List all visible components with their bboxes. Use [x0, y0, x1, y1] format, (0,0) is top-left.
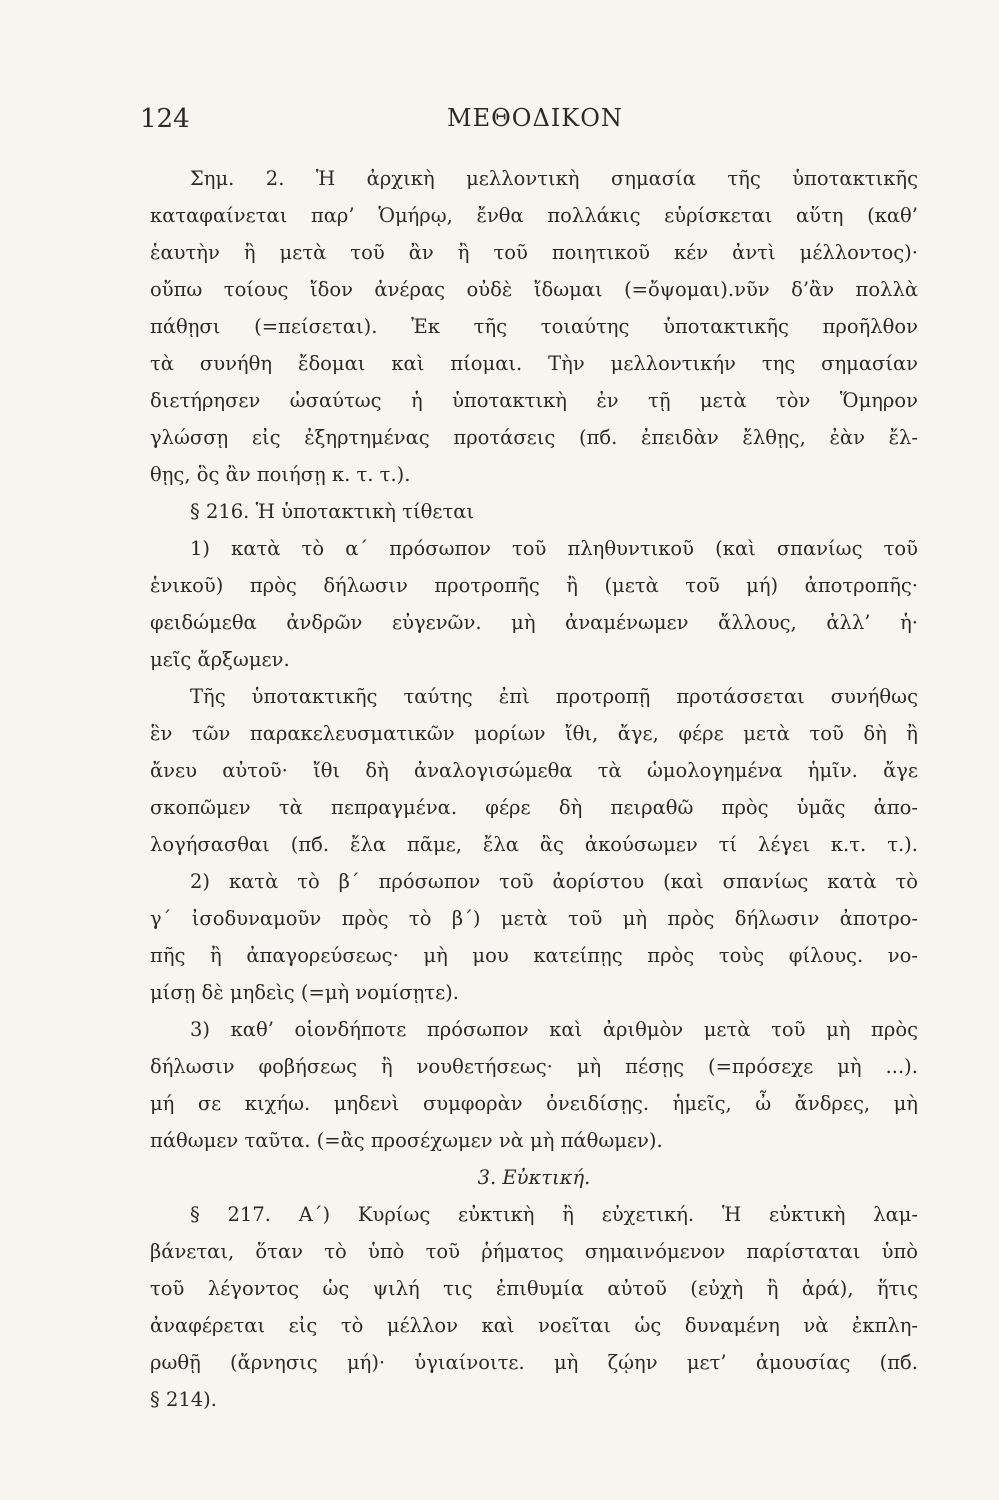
text-line: 2) κατὰ τὸ β΄ πρόσωπον τοῦ ἀορίστου (καὶ σπανίως κατὰ τὸ — [190, 870, 918, 893]
section-heading: 3. Εὐκτική. — [477, 1166, 591, 1189]
text-line: πῆς ἢ ἀπαγορεύσεως· μὴ μου κατείπῃς πρὸς τοὺς φίλους. νο- — [150, 944, 918, 967]
text-line: φειδώμεθα ἀνδρῶν εὐγενῶν. μὴ ἀναμένωμεν ἄλλους, ἀλλ’ ἡ· — [150, 611, 918, 634]
page-number: 124 — [140, 104, 190, 134]
section-line: § 216. Ἡ ὑποτακτικὴ τίθεται — [190, 500, 475, 523]
text-line: δήλωσιν φοβήσεως ἢ νουθετήσεως· μὴ πέσῃς (=πρόσεχε μὴ ...). — [150, 1055, 918, 1078]
text-line: ἄνευ αὐτοῦ· ἴθι δὴ ἀναλογισώμεθα τὰ ὡμολογημένα ἡμῖν. ἄγε — [150, 759, 918, 782]
text-line: ρωθῇ (ἄρνησις μή)· ὑγιαίνοιτε. μὴ ζῴην μετ’ ἀμουσίας (πб. — [150, 1351, 918, 1374]
text-line: πάθῃσι (=πείσεται). Ἐκ τῆς τοιαύτης ὑποτακτικῆς προῆλθον — [150, 315, 918, 338]
text-line: λογήσασθαι (πб. ἔλα πᾶμε, ἔλα ἂς ἀκούσωμεν τί λέγει κ.τ. τ.). — [150, 833, 918, 856]
text-line: θῃς, ὃς ἂν ποιήσῃ κ. τ. τ.). — [150, 463, 411, 486]
text-line: τοῦ λέγοντος ὡς ψιλή τις ἐπιθυμία αὐτοῦ (εὐχὴ ἢ ἀρά), ἥτις — [150, 1277, 918, 1300]
text-line: ἓν τῶν παρακελευσματικῶν μορίων ἴθι, ἄγε, φέρε μετὰ τοῦ δὴ ἢ — [150, 722, 918, 745]
text-line: διετήρησεν ὡσαύτως ἡ ὑποτακτικὴ ἐν τῇ μετὰ τὸν Ὅμηρον — [150, 389, 918, 412]
text-line: § 217. Α΄) Κυρίως εὐκτικὴ ἢ εὐχετική. Ἡ εὐκτικὴ λαμ- — [190, 1203, 918, 1226]
text-line: μή σε κιχήω. μηδενὶ συμφορὰν ὀνειδίσῃς. ἡμεῖς, ὦ ἄνδρες, μὴ — [150, 1092, 918, 1115]
text-line: ἀναφέρεται εἰς τὸ μέλλον καὶ νοεῖται ὡς δυναμένη νὰ ἐκπλη- — [150, 1314, 918, 1337]
page-body — [150, 160, 918, 1418]
text-line: πάθωμεν ταῦτα. (=ἂς προσέχωμεν νὰ μὴ πάθωμεν). — [150, 1129, 663, 1152]
text-line: ἑνικοῦ) πρὸς δήλωσιν προτροπῆς ἢ (μετὰ τοῦ μή) ἀποτροπῆς· — [150, 574, 918, 597]
text-line: 3) καθ’ οἱονδήποτε πρόσωπον καὶ ἀριθμὸν μετὰ τοῦ μὴ πρὸς — [190, 1018, 918, 1041]
text-line: γ΄ ἰσοδυναμοῦν πρὸς τὸ β΄) μετὰ τοῦ μὴ πρὸς δήλωσιν ἀποτρο- — [150, 907, 918, 930]
page-header — [140, 104, 999, 144]
text-line: Τῆς ὑποτακτικῆς ταύτης ἐπὶ προτροπῇ προτάσσεται συνήθως — [190, 685, 918, 708]
running-title: ΜΕΘΟΔΙΚΟΝ — [447, 104, 623, 132]
text-line: Σημ. 2. Ἡ ἀρχικὴ μελλοντικὴ σημασία τῆς ὑποτακτικῆς — [190, 167, 918, 190]
text-line: μίσῃ δὲ μηδεὶς (=μὴ νομίσῃτε). — [150, 981, 459, 1004]
text-line: σκοπῶμεν τὰ πεπραγμένα. φέρε δὴ πειραθῶ πρὸς ὑμᾶς ἀπο- — [150, 796, 918, 819]
text-line: τὰ συνήθη ἔδομαι καὶ πίομαι. Τὴν μελλοντικήν της σημασίαν — [150, 352, 918, 375]
text-line: § 214). — [150, 1388, 217, 1411]
text-line: βάνεται, ὅταν τὸ ὑπὸ τοῦ ῥήματος σημαινόμενον παρίσταται ὑπὸ — [150, 1240, 918, 1263]
text-line: γλώσσῃ εἰς ἐξηρτημένας προτάσεις (πб. ἐπειδὰν ἔλθῃς, ἐὰν ἔλ- — [150, 426, 918, 449]
text-line: ἑαυτὴν ἢ μετὰ τοῦ ἂν ἢ τοῦ ποιητικοῦ κέν ἀντὶ μέλλοντος)· — [150, 241, 918, 264]
text-line: καταφαίνεται παρ’ Ὁμήρῳ, ἔνθα πολλάκις εὑρίσκεται αὕτη (καθ’ — [150, 204, 918, 227]
text-line: μεῖς ἄρξωμεν. — [150, 648, 290, 671]
text-line: οὔπω τοίους ἴδον ἀνέρας οὐδὲ ἴδωμαι (=ὄψομαι).νῦν δ’ἂν πολλὰ — [150, 278, 918, 301]
text-line: 1) κατὰ τὸ α΄ πρόσωπον τοῦ πληθυντικοῦ (καὶ σπανίως τοῦ — [190, 537, 918, 560]
